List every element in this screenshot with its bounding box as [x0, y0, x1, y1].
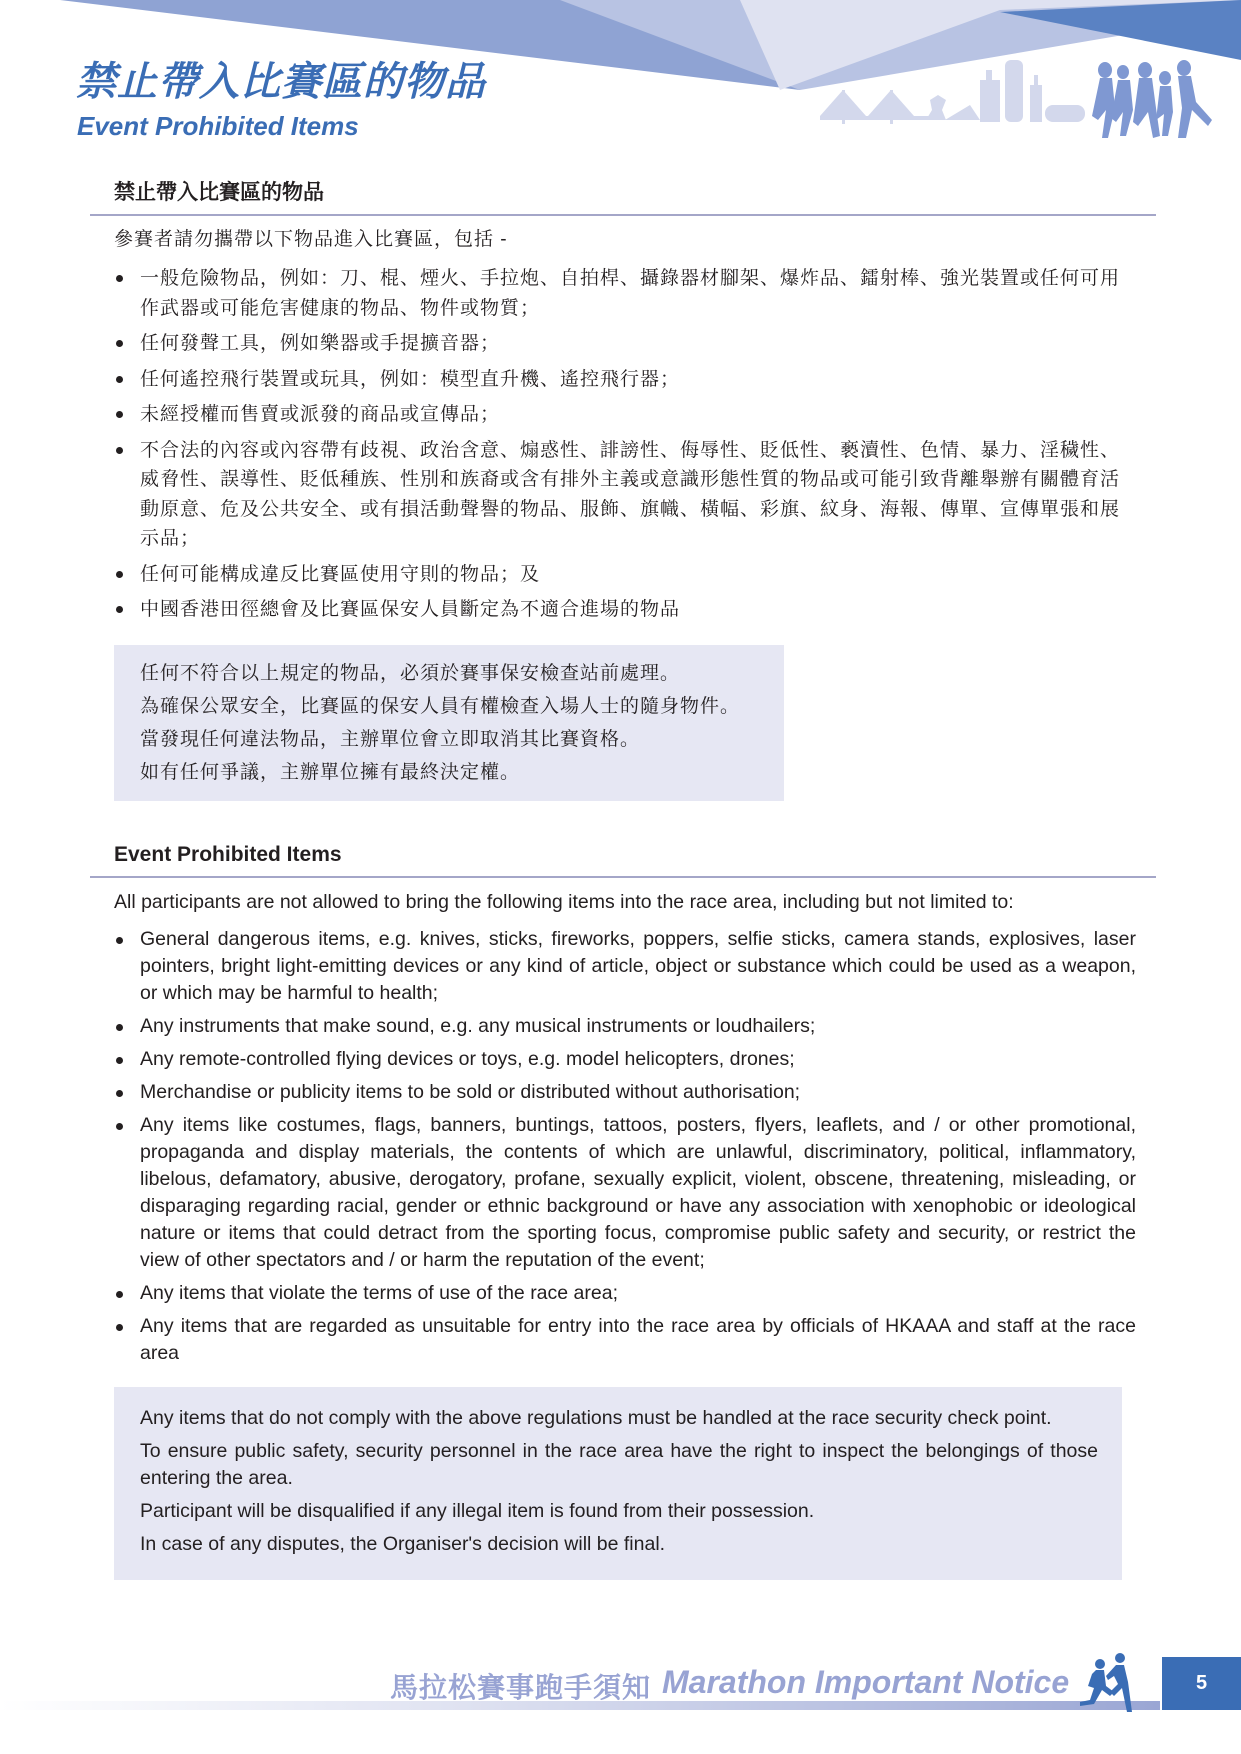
- bullet-icon: [116, 1291, 123, 1298]
- footer-title-cn: 馬拉松賽事跑手須知: [390, 1672, 652, 1703]
- prohibited-list-en: [90, 926, 1156, 1367]
- notice-line: Any items that do not comply with the above regulations must be handled at the race security check point.: [140, 1407, 1052, 1429]
- notice-line: Participant will be disqualified if any illegal item is found from their possession.: [140, 1500, 815, 1522]
- notice-line: To ensure public safety, security personnel in the race area have the right to inspect the belongings of those entering the area.: [140, 1440, 1098, 1489]
- section-heading-en: Event Prohibited Items: [90, 840, 1156, 878]
- list-item-text: Any items that violate the terms of use of the race area;: [140, 1282, 618, 1304]
- list-item-text: Any instruments that make sound, e.g. any musical instruments or loudhailers;: [140, 1015, 816, 1037]
- list-item-text: General dangerous items, e.g. knives, sticks, fireworks, poppers, selfie sticks, camera stands, explosives, laser pointers, bright light-emitting devices or any kind of article, object or substance which could be used as a weapon, or which may be harmful to health;: [140, 928, 1136, 1004]
- list-item-text: 不合法的內容或內容帶有歧視、政治含意、煽惑性、誹謗性、侮辱性、貶低性、褻瀆性、色情、暴力、淫穢性、威脅性、誤導性、貶低種族、性別和族裔或含有排外主義或意識形態性質的物品或可能引致背離舉辦有關體育活動原意、危及公共安全、或有損活動聲譽的物品、服飾、旗幟、橫幅、彩旗、紋身、海報、傳單、宣傳單張和展示品；: [140, 439, 1121, 549]
- list-item-text: 任何發聲工具，例如樂器或手提擴音器；: [140, 333, 501, 354]
- prohibited-list-cn: [90, 264, 1156, 625]
- bullet-icon: [116, 376, 123, 383]
- runners-silhouette: [1092, 60, 1212, 138]
- list-item-text: Merchandise or publicity items to be sold or distributed without authorisation;: [140, 1081, 801, 1103]
- section-heading-cn: 禁止帶入比賽區的物品: [90, 178, 1156, 216]
- list-item: [114, 1280, 1156, 1307]
- list-item-text: 任何可能構成違反比賽區使用守則的物品；及: [140, 563, 541, 585]
- city-skyline: [820, 60, 1085, 124]
- list-item-text: Any items that are regarded as unsuitable for entry into the race area by officials of HKAAA and staff at the race area: [140, 1315, 1136, 1364]
- list-item-text: 任何遙控飛行裝置或玩具，例如：模型直升機、遙控飛行器；: [140, 368, 681, 390]
- list-item: [114, 1112, 1156, 1274]
- bullet-icon: [116, 937, 123, 944]
- runners-icon: [1070, 1652, 1140, 1714]
- footer-title-en: Marathon Important Notice: [662, 1664, 1070, 1700]
- list-item: [114, 1313, 1156, 1367]
- bullet-icon: [116, 447, 123, 454]
- list-item: [114, 560, 1156, 590]
- bullet-icon: [116, 1324, 123, 1331]
- list-item: [114, 264, 1156, 323]
- list-item-text: 未經授權而售賣或派發的商品或宣傳品；: [140, 404, 501, 425]
- notice-line: 任何不符合以上規定的物品，必須於賽事保安檢查站前處理。: [140, 662, 681, 684]
- page-number: 5: [1162, 1657, 1241, 1710]
- page-title-en: Event Prohibited Items: [77, 111, 359, 141]
- list-item-text: Any remote-controlled flying devices or toys, e.g. model helicopters, drones;: [140, 1048, 795, 1070]
- bullet-icon: [116, 1024, 123, 1031]
- notice-box-en: [114, 1387, 1122, 1580]
- bullet-icon: [116, 571, 123, 578]
- list-item: [114, 1079, 1156, 1106]
- list-item: [114, 1013, 1156, 1040]
- list-item-text: 一般危險物品，例如：刀、棍、煙火、手拉炮、自拍桿、攝錄器材腳架、爆炸品、鐳射棒、強光裝置或任何可用作武器或可能危害健康的物品、物件或物質；: [140, 268, 1121, 319]
- list-item: [114, 926, 1156, 1007]
- section-chinese: [90, 178, 1156, 801]
- bullet-icon: [116, 340, 123, 347]
- list-item: [114, 436, 1156, 554]
- bullet-icon: [116, 1057, 123, 1064]
- list-item: [114, 400, 1156, 430]
- list-item: [114, 329, 1156, 359]
- list-item: [114, 1046, 1156, 1073]
- section-intro-en: All participants are not allowed to bring the following items into the race area, including but not limited to:: [114, 891, 1014, 913]
- section-english: [90, 840, 1156, 1580]
- section-intro-cn: 參賽者請勿攜帶以下物品進入比賽區，包括 -: [114, 229, 508, 250]
- bullet-icon: [116, 606, 123, 613]
- page-footer: [0, 1620, 1241, 1754]
- notice-box-cn: [114, 645, 784, 801]
- list-item: [114, 595, 1156, 625]
- skyline-illustration: [820, 50, 1240, 150]
- notice-line: 當發現任何違法物品，主辦單位會立即取消其比賽資格。: [140, 728, 641, 750]
- list-item: [114, 365, 1156, 395]
- bullet-icon: [116, 411, 123, 418]
- bullet-icon: [116, 1123, 123, 1130]
- bullet-icon: [116, 275, 123, 282]
- bullet-icon: [116, 1090, 123, 1097]
- notice-line: 如有任何爭議，主辦單位擁有最終決定權。: [140, 761, 521, 783]
- notice-line: In case of any disputes, the Organiser's decision will be final.: [140, 1533, 666, 1555]
- list-item-text: 中國香港田徑總會及比賽區保安人員斷定為不適合進場的物品: [140, 599, 681, 620]
- page-title-cn: 禁止帶入比賽區的物品: [76, 60, 486, 104]
- list-item-text: Any items like costumes, flags, banners, buntings, tattoos, posters, flyers, leaflets, and / or other promotional, propaganda and display materials, the contents of which are unlawful, discriminatory, political, inflammatory, libelous, defamatory, abusive, derogatory, profane, sexually explicit, violent, obscene, threatening, misleading, or disparaging regarding racial, gender or ethnic background or have any association with xenophobic or ideological nature or items that could detract from the sporting focus, compromise public safety and security, or restrict the view of other spectators and / or harm the reputation of the event;: [140, 1114, 1136, 1271]
- notice-line: 為確保公眾安全，比賽區的保安人員有權檢查入場人士的隨身物件。: [140, 695, 741, 717]
